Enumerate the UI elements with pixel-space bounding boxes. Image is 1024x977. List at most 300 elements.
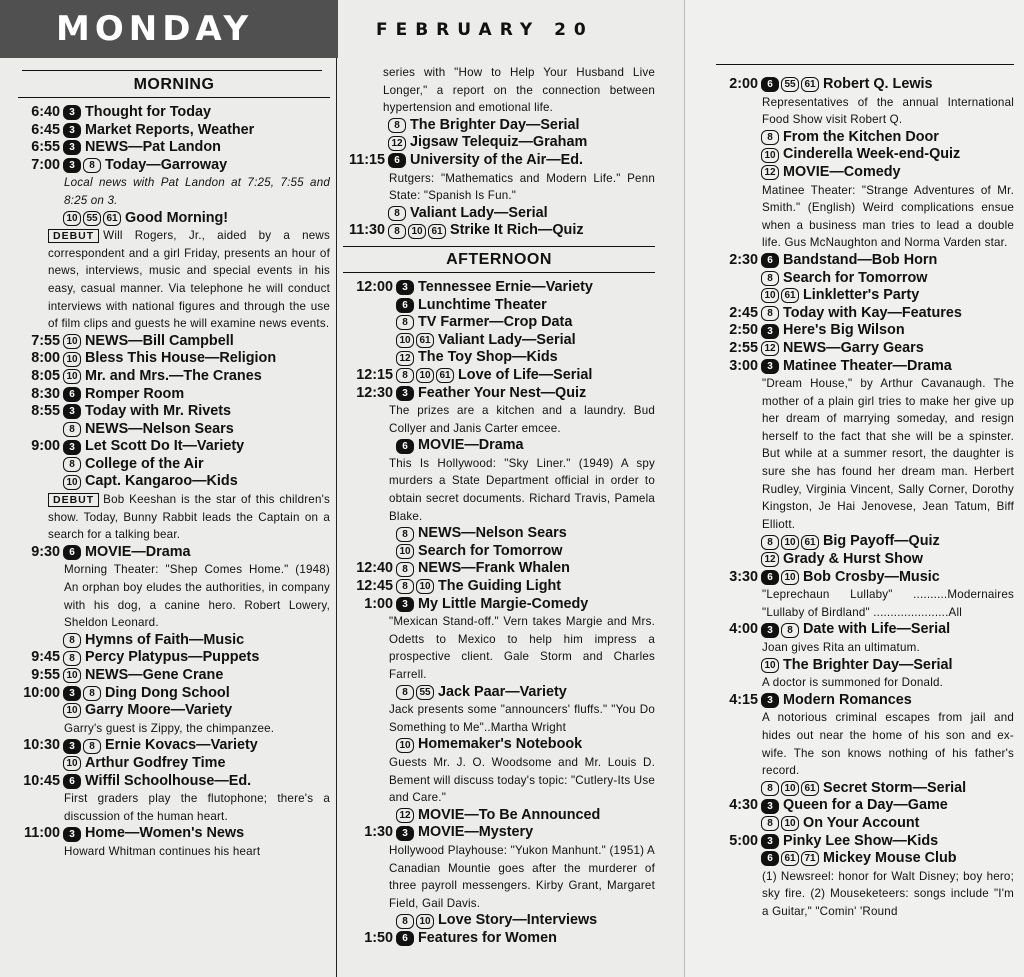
channel-badge: 3	[63, 440, 81, 455]
channel-badge: 8	[63, 457, 81, 472]
program-title: Queen for a Day—Game	[783, 797, 948, 814]
program-row	[18, 333, 330, 351]
channel-list	[761, 552, 779, 567]
channel-badge: 10	[761, 148, 779, 163]
channel-badge: 10	[761, 288, 779, 303]
channel-badge: 61	[801, 781, 819, 796]
channel-badge: 8	[396, 685, 414, 700]
channel-badge: 8	[761, 816, 779, 831]
listing	[18, 104, 330, 861]
channel-badge: 8	[761, 130, 779, 145]
program-row	[18, 667, 330, 685]
channel-badge: 10	[396, 738, 414, 753]
channel-badge: 6	[761, 77, 779, 92]
program-time: 9:00	[31, 438, 60, 455]
program-title: Ding Dong School	[105, 684, 230, 701]
channel-badge: 10	[63, 703, 81, 718]
program-description: The prizes are a kitchen and a laundry. Bud Collyer and Janis Carter emcee.	[389, 404, 655, 435]
program-title: Hymns of Faith—Music	[85, 631, 245, 648]
channel-badge: 3	[63, 105, 81, 120]
program-row	[343, 684, 655, 702]
channel-list	[396, 439, 414, 454]
channel-badge: 10	[63, 475, 81, 490]
program-title: Date with Life—Serial	[803, 621, 951, 638]
program-time: 8:05	[31, 367, 60, 384]
program-time: 6:45	[31, 121, 60, 138]
channel-badge: 8	[396, 527, 414, 542]
program-time: 4:30	[729, 797, 758, 814]
program-row	[18, 649, 330, 667]
channel-badge: 10	[63, 352, 81, 367]
channel-badge: 61	[801, 535, 819, 550]
channel-badge: 8	[396, 579, 414, 594]
program-time: 2:00	[729, 76, 758, 92]
column-right	[716, 64, 1014, 977]
channel-list	[63, 352, 81, 367]
channel-list	[396, 562, 414, 577]
program-title: Market Reports, Weather	[85, 121, 255, 138]
program-title: Capt. Kangaroo—Kids	[85, 473, 238, 490]
program-title: MOVIE—Comedy	[783, 163, 901, 180]
program-row	[18, 104, 330, 122]
program-row	[716, 322, 1014, 340]
channel-list	[761, 130, 779, 145]
program-title: Features for Women	[418, 929, 557, 946]
program-time: 3:00	[729, 357, 758, 374]
program-title: MOVIE—To Be Announced	[418, 806, 601, 823]
channel-list	[63, 158, 101, 173]
program-description: First graders play the flutophone; there's a discussion of the human heart.	[64, 792, 330, 823]
debut-badge: DEBUT	[48, 229, 99, 243]
program-title: Matinee Theater—Drama	[783, 357, 952, 374]
channel-list	[63, 369, 81, 384]
program-time: 3:30	[729, 568, 758, 585]
program-row	[343, 152, 655, 170]
channel-list	[396, 685, 434, 700]
program-time: 9:45	[31, 649, 60, 666]
program-row	[343, 912, 655, 930]
program-row	[343, 297, 655, 315]
channel-badge: 10	[781, 781, 799, 796]
channel-list	[761, 781, 819, 796]
program-title: Jack Paar—Variety	[438, 683, 567, 700]
program-title: MOVIE—Drama	[418, 437, 524, 454]
program-description: (1) Newsreel: honor for Walt Disney; boy hero; sky fire. (2) Mouseketeers: songs include "I'm a Guitar," "Comin' 'Round	[762, 869, 1014, 918]
program-time: 12:40	[356, 560, 393, 577]
program-time: 1:30	[364, 824, 393, 841]
channel-list	[63, 827, 81, 842]
channel-badge: 10	[781, 535, 799, 550]
channel-badge: 55	[416, 685, 434, 700]
program-row	[716, 657, 1014, 675]
program-row	[716, 164, 1014, 182]
program-row	[716, 287, 1014, 305]
program-row	[343, 543, 655, 561]
program-title: Valiant Lady—Serial	[410, 204, 548, 221]
program-description: Jack presents some "announcers' fluffs." "You Do Something to Me"..Martha Wright	[389, 703, 655, 734]
date-header: FEBRUARY 20	[376, 20, 594, 40]
program-row	[343, 525, 655, 543]
program-title: MOVIE—Mystery	[418, 824, 534, 841]
channel-badge: 10	[416, 914, 434, 929]
channel-badge: 6	[63, 545, 81, 560]
section-heading-afternoon: AFTERNOON	[343, 246, 655, 273]
channel-badge: 10	[416, 579, 434, 594]
program-title: The Guiding Light	[438, 578, 562, 595]
program-title: NEWS—Gene Crane	[85, 667, 224, 683]
program-time: 6:55	[31, 139, 60, 156]
channel-badge: 12	[388, 136, 406, 151]
channel-badge: 8	[396, 315, 414, 330]
program-row	[716, 621, 1014, 639]
channel-badge: 61	[436, 368, 454, 383]
program-title: Today—Garroway	[105, 156, 228, 173]
program-title: Home—Women's News	[85, 825, 245, 842]
channel-list	[63, 651, 81, 666]
program-row	[343, 736, 655, 754]
program-title: Percy Platypus—Puppets	[85, 649, 260, 666]
program-time: 2:45	[729, 304, 758, 321]
program-title: Secret Storm—Serial	[823, 779, 967, 796]
channel-badge: 3	[761, 834, 779, 849]
channel-badge: 6	[63, 774, 81, 789]
channel-list	[63, 739, 101, 754]
channel-badge: 8	[63, 633, 81, 648]
channel-badge: 10	[63, 334, 81, 349]
channel-badge: 3	[63, 158, 81, 173]
program-row	[343, 314, 655, 332]
program-row	[18, 737, 330, 755]
channel-badge: 55	[781, 77, 799, 92]
program-description: "Leprechaun Lullaby" ..........Modernaires "Lullaby of Birdland" ......................All	[762, 588, 1014, 619]
program-description: This Is Hollywood: "Sky Liner." (1949) A spy murders a State Department official in order to obtain secret documents. Richard Travis, Pamela Blake.	[389, 456, 655, 523]
channel-list	[761, 288, 799, 303]
program-time: 2:50	[729, 322, 758, 339]
channel-list	[63, 686, 101, 701]
channel-badge: 8	[83, 686, 101, 701]
channel-list	[396, 386, 414, 401]
channel-list	[388, 206, 406, 221]
program-row	[18, 122, 330, 140]
channel-list	[63, 633, 81, 648]
channel-list	[761, 359, 779, 374]
program-title: NEWS—Nelson Sears	[85, 420, 234, 437]
program-title: Today with Mr. Rivets	[85, 403, 232, 420]
channel-list	[388, 224, 446, 239]
channel-list	[63, 404, 81, 419]
program-row	[18, 438, 330, 456]
section-heading-morning: MORNING	[18, 72, 330, 98]
channel-badge: 12	[761, 341, 779, 356]
channel-list	[396, 597, 414, 612]
channel-badge: 6	[761, 851, 779, 866]
channel-badge: 3	[63, 123, 81, 138]
channel-list	[63, 457, 81, 472]
channel-list	[63, 422, 81, 437]
channel-badge: 10	[781, 816, 799, 831]
program-row	[343, 367, 655, 385]
program-row	[343, 930, 655, 948]
channel-badge: 8	[388, 206, 406, 221]
program-title: Good Morning!	[125, 209, 229, 226]
program-time: 12:00	[356, 278, 393, 295]
program-time: 12:15	[356, 366, 393, 383]
program-row	[716, 833, 1014, 851]
program-row	[716, 358, 1014, 376]
channel-list	[63, 387, 81, 402]
channel-list	[396, 368, 454, 383]
channel-list	[396, 931, 414, 946]
channel-badge: 6	[396, 931, 414, 946]
channel-badge: 3	[63, 739, 81, 754]
program-title: Big Payoff—Quiz	[823, 533, 940, 550]
program-title: Bob Crosby—Music	[803, 568, 940, 585]
program-description: Representatives of the annual International Food Show visit Robert Q.	[762, 95, 1014, 127]
program-title: Search for Tomorrow	[783, 269, 928, 286]
program-title: Thought for Today	[85, 104, 212, 120]
column-divider	[336, 58, 337, 977]
program-description: Local news with Pat Landon at 7:25, 7:55 and 8:25 on 3.	[64, 176, 330, 207]
channel-list	[761, 165, 779, 180]
program-title: College of the Air	[85, 455, 204, 472]
program-title: Tennessee Ernie—Variety	[418, 278, 593, 295]
channel-list	[761, 816, 799, 831]
program-row	[18, 632, 330, 650]
program-title: Strike It Rich—Quiz	[450, 222, 584, 239]
channel-badge: 3	[63, 827, 81, 842]
channel-badge: 3	[761, 359, 779, 374]
channel-list	[63, 334, 81, 349]
program-row	[716, 146, 1014, 164]
program-time: 12:45	[356, 578, 393, 595]
program-row	[343, 560, 655, 578]
program-description: Morning Theater: "Shep Comes Home." (1948) An orphan boy eludes the authorities, in company with his dog, a canine hero. Robert Lowery, Sheldon Leonard.	[64, 563, 330, 630]
program-title: Romper Room	[85, 385, 185, 402]
channel-badge: 8	[396, 368, 414, 383]
program-time: 6:40	[31, 104, 60, 120]
channel-badge: 3	[396, 280, 414, 295]
channel-list	[396, 280, 414, 295]
program-row	[18, 755, 330, 773]
program-description: A doctor is summoned for Donald.	[762, 676, 944, 690]
program-row	[343, 596, 655, 614]
program-row	[18, 386, 330, 404]
program-row	[18, 473, 330, 491]
program-row	[18, 702, 330, 720]
channel-badge: 6	[396, 298, 414, 313]
channel-badge: 10	[396, 544, 414, 559]
program-row	[716, 797, 1014, 815]
listing	[343, 64, 655, 240]
channel-badge: 8	[396, 562, 414, 577]
channel-list	[396, 315, 414, 330]
program-row	[716, 533, 1014, 551]
program-title: Feather Your Nest—Quiz	[418, 384, 587, 401]
program-row	[18, 685, 330, 703]
program-title: Linkletter's Party	[803, 287, 920, 304]
program-description: DEBUT Bob Keeshan is the star of this children's show. Today, Bunny Rabbit leads the Captain on a search for a talking bear.	[48, 493, 330, 542]
channel-list	[761, 271, 779, 286]
channel-list	[63, 545, 81, 560]
program-description: Garry's guest is Zippy, the chimpanzee.	[64, 721, 275, 735]
channel-list	[396, 914, 434, 929]
program-title: Love of Life—Serial	[458, 366, 593, 383]
program-title: Valiant Lady—Serial	[438, 331, 576, 348]
program-time: 8:00	[31, 350, 60, 367]
channel-list	[396, 826, 414, 841]
program-description: Rutgers: "Mathematics and Modern Life." Penn State: "Spanish Is Fun."	[389, 171, 655, 203]
program-title: Let Scott Do It—Variety	[85, 438, 245, 455]
program-title: My Little Margie-Comedy	[418, 595, 589, 612]
program-title: NEWS—Garry Gears	[783, 339, 924, 356]
channel-list	[761, 253, 779, 268]
channel-badge: 6	[761, 570, 779, 585]
program-row	[18, 773, 330, 791]
program-title: Grady & Hurst Show	[783, 551, 923, 568]
channel-list	[761, 570, 799, 585]
channel-badge: 8	[63, 422, 81, 437]
program-title: Bless This House—Religion	[85, 350, 277, 367]
channel-list	[761, 148, 779, 163]
program-row	[343, 279, 655, 297]
channel-list	[761, 77, 819, 92]
program-description: Joan gives Rita an ultimatum.	[762, 641, 920, 654]
program-description: Hollywood Playhouse: "Yukon Manhunt." (1951) A Canadian Mountie goes after the murderer of three payroll messengers. Kirby Grant, Margaret Field, Gail Davis.	[389, 843, 655, 910]
channel-badge: 61	[428, 224, 446, 239]
program-description: series with "How to Help Your Husband Live Longer," a report on the connection between hypertension and emotional life.	[383, 66, 655, 115]
channel-badge: 8	[761, 306, 779, 321]
program-time: 9:30	[31, 543, 60, 560]
program-time: 10:45	[23, 772, 60, 789]
program-row	[343, 824, 655, 842]
program-title: MOVIE—Drama	[85, 543, 191, 560]
program-row	[18, 825, 330, 843]
program-title: Today with Kay—Features	[783, 304, 962, 321]
program-description: A notorious criminal escapes from jail and hides out near the home of his son and ex-wife. The son knows nothing of his father's record.	[762, 711, 1014, 778]
channel-list	[63, 105, 81, 120]
channel-badge: 3	[761, 799, 779, 814]
channel-badge: 8	[761, 535, 779, 550]
channel-badge: 3	[761, 623, 779, 638]
day-header: MONDAY	[0, 0, 338, 58]
channel-list	[63, 756, 81, 771]
program-time: 11:00	[23, 825, 60, 842]
channel-badge: 10	[761, 658, 779, 673]
program-time: 5:00	[729, 832, 758, 849]
channel-badge: 3	[396, 826, 414, 841]
channel-badge: 8	[83, 158, 101, 173]
channel-list	[761, 341, 779, 356]
channel-list	[761, 324, 779, 339]
program-title: Robert Q. Lewis	[823, 76, 933, 92]
channel-badge: 8	[388, 118, 406, 133]
channel-list	[63, 668, 81, 683]
program-title: Modern Romances	[783, 691, 912, 708]
program-title: Search for Tomorrow	[418, 542, 563, 559]
channel-list	[761, 306, 779, 321]
program-description: DEBUT Will Rogers, Jr., aided by a news correspondent and a girl Friday, presents an hour of news, interviews, music and special events in his easy, casual manner. Via telephone he will conduct interviews with national figures and through the use of film clips and guests he will examine news events.	[48, 229, 330, 331]
program-title: NEWS—Bill Campbell	[85, 332, 234, 349]
channel-badge: 8	[63, 651, 81, 666]
channel-list	[761, 799, 779, 814]
program-row	[716, 780, 1014, 798]
channel-badge: 6	[761, 253, 779, 268]
program-row	[343, 349, 655, 367]
channel-list	[761, 535, 819, 550]
program-time: 9:55	[31, 667, 60, 683]
program-row	[716, 129, 1014, 147]
channel-badge: 3	[63, 140, 81, 155]
program-row	[716, 305, 1014, 323]
channel-badge: 55	[83, 211, 101, 226]
program-title: Garry Moore—Variety	[85, 702, 233, 719]
program-title: Jigsaw Telequiz—Graham	[410, 134, 588, 151]
channel-badge: 6	[396, 439, 414, 454]
channel-badge: 10	[63, 668, 81, 683]
program-row	[343, 134, 655, 152]
program-title: Ernie Kovacs—Variety	[105, 737, 258, 754]
program-title: Mickey Mouse Club	[823, 850, 957, 867]
channel-list	[396, 298, 414, 313]
program-title: On Your Account	[803, 814, 920, 831]
program-title: Wiffil Schoolhouse—Ed.	[85, 772, 252, 789]
channel-badge: 10	[63, 756, 81, 771]
program-time: 11:30	[348, 222, 385, 239]
program-title: Lunchtime Theater	[418, 296, 547, 313]
channel-badge: 61	[416, 333, 434, 348]
program-row	[343, 332, 655, 350]
channel-badge: 3	[761, 693, 779, 708]
channel-badge: 3	[396, 597, 414, 612]
channel-badge: 3	[396, 386, 414, 401]
channel-badge: 61	[781, 851, 799, 866]
program-title: Bandstand—Bob Horn	[783, 251, 938, 268]
program-title: University of the Air—Ed.	[410, 151, 583, 168]
channel-list	[761, 851, 819, 866]
program-row	[343, 578, 655, 596]
program-row	[18, 139, 330, 157]
channel-list	[388, 153, 406, 168]
channel-list	[761, 834, 779, 849]
channel-list	[63, 440, 81, 455]
channel-badge: 8	[83, 739, 101, 754]
listing	[343, 279, 655, 948]
program-title: The Brighter Day—Serial	[410, 116, 580, 133]
channel-badge: 12	[761, 552, 779, 567]
program-row	[18, 456, 330, 474]
program-time: 4:00	[729, 621, 758, 638]
program-row	[18, 403, 330, 421]
program-time: 10:30	[23, 737, 60, 754]
program-title: Arthur Godfrey Time	[85, 754, 226, 771]
program-row	[716, 815, 1014, 833]
channel-badge: 71	[801, 851, 819, 866]
program-row	[343, 385, 655, 403]
channel-list	[396, 527, 414, 542]
channel-badge: 61	[801, 77, 819, 92]
program-row	[18, 157, 330, 175]
channel-list	[396, 579, 434, 594]
channel-list	[761, 658, 779, 673]
program-row	[18, 544, 330, 562]
program-description: "Dream House," by Arthur Cavanaugh. The mother of a plain girl tries to make her give up her dream of marrying someday, and resign herself to the fact that she will be a spinster. But while at a summer resort, the daughter is sure she has found her dream man. Herbert Rudley, Virginia Vincent, Sally Corner, Dorothy Kingston, Je Hai Jenovese, Jean Tatum, Biff Elliott.	[762, 377, 1014, 531]
program-title: Mr. and Mrs.—The Cranes	[85, 367, 262, 384]
channel-badge: 8	[396, 914, 414, 929]
program-row	[343, 807, 655, 825]
program-description: Howard Whitman continues his heart	[64, 844, 261, 858]
channel-badge: 3	[63, 686, 81, 701]
program-title: NEWS—Nelson Sears	[418, 525, 567, 542]
